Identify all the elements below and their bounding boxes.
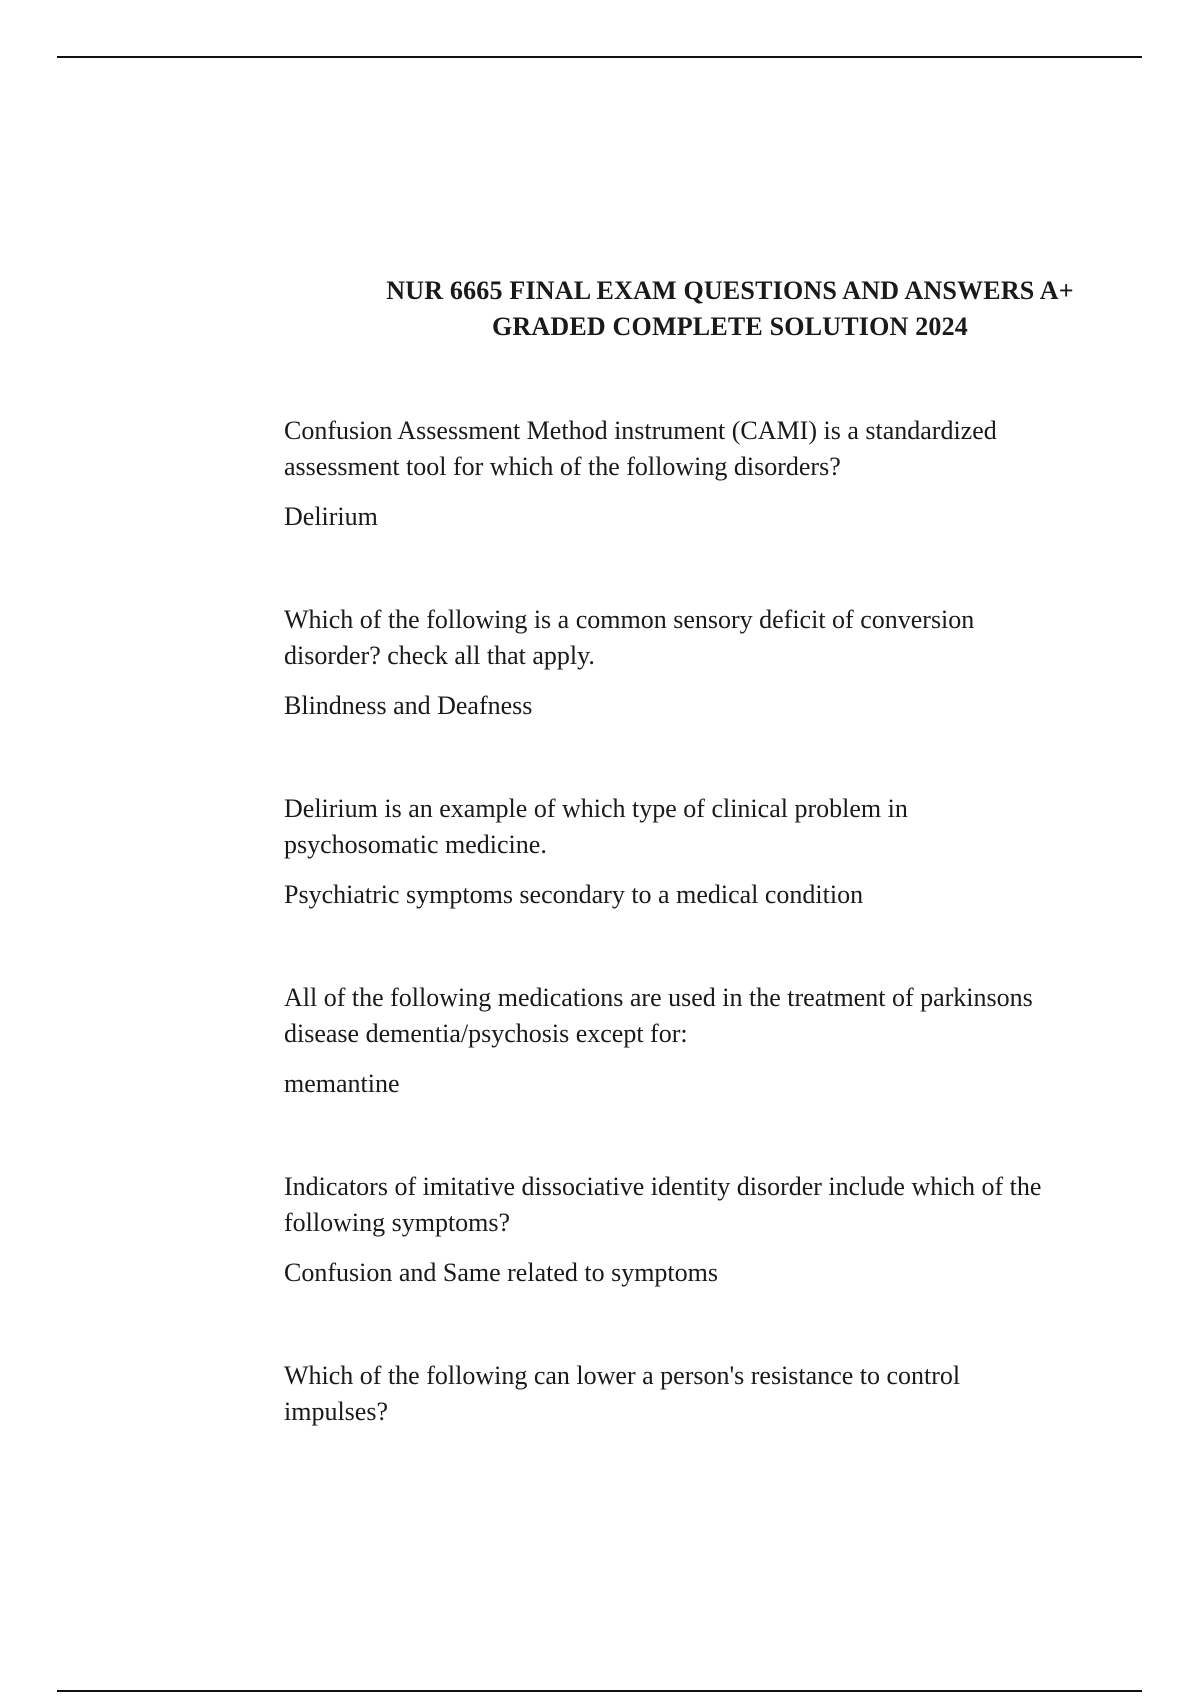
qa-item — [284, 602, 1200, 791]
question-text: All of the following medications are used in the treatment of parkinsons disease dementia/psychosis except for: — [284, 983, 1033, 1048]
footer-rule — [57, 1690, 1142, 1692]
question-text: Indicators of imitative dissociative identity disorder include which of the following symptoms? — [284, 1172, 1042, 1237]
title-line-2: GRADED COMPLETE SOLUTION 2024 — [491, 312, 969, 341]
question-text: Which of the following is a common sensory deficit of conversion disorder? check all that apply. — [284, 605, 975, 670]
qa-item — [284, 413, 1200, 602]
title-line-1: NUR 6665 FINAL EXAM QUESTIONS AND ANSWERS A+ — [386, 276, 1074, 305]
document-title — [280, 273, 1180, 345]
qa-item — [284, 791, 1200, 980]
qa-item — [284, 1169, 1200, 1358]
answer-text: Delirium — [284, 502, 378, 531]
question-text: Which of the following can lower a person's resistance to control impulses? — [284, 1361, 961, 1426]
answer-text: Confusion and Same related to symptoms — [284, 1258, 719, 1287]
answer-text: Psychiatric symptoms secondary to a medical condition — [284, 880, 864, 909]
question-text: Delirium is an example of which type of clinical problem in psychosomatic medicine. — [284, 794, 908, 859]
qa-item — [284, 980, 1200, 1169]
answer-text: memantine — [284, 1069, 400, 1098]
answer-text: Blindness and Deafness — [284, 691, 533, 720]
question-text: Confusion Assessment Method instrument (CAMI) is a standardized assessment tool for which of the following disorders? — [284, 416, 997, 481]
header-rule — [57, 56, 1142, 58]
qa-item — [284, 1358, 1200, 1547]
question-answer-list — [284, 413, 1200, 1547]
